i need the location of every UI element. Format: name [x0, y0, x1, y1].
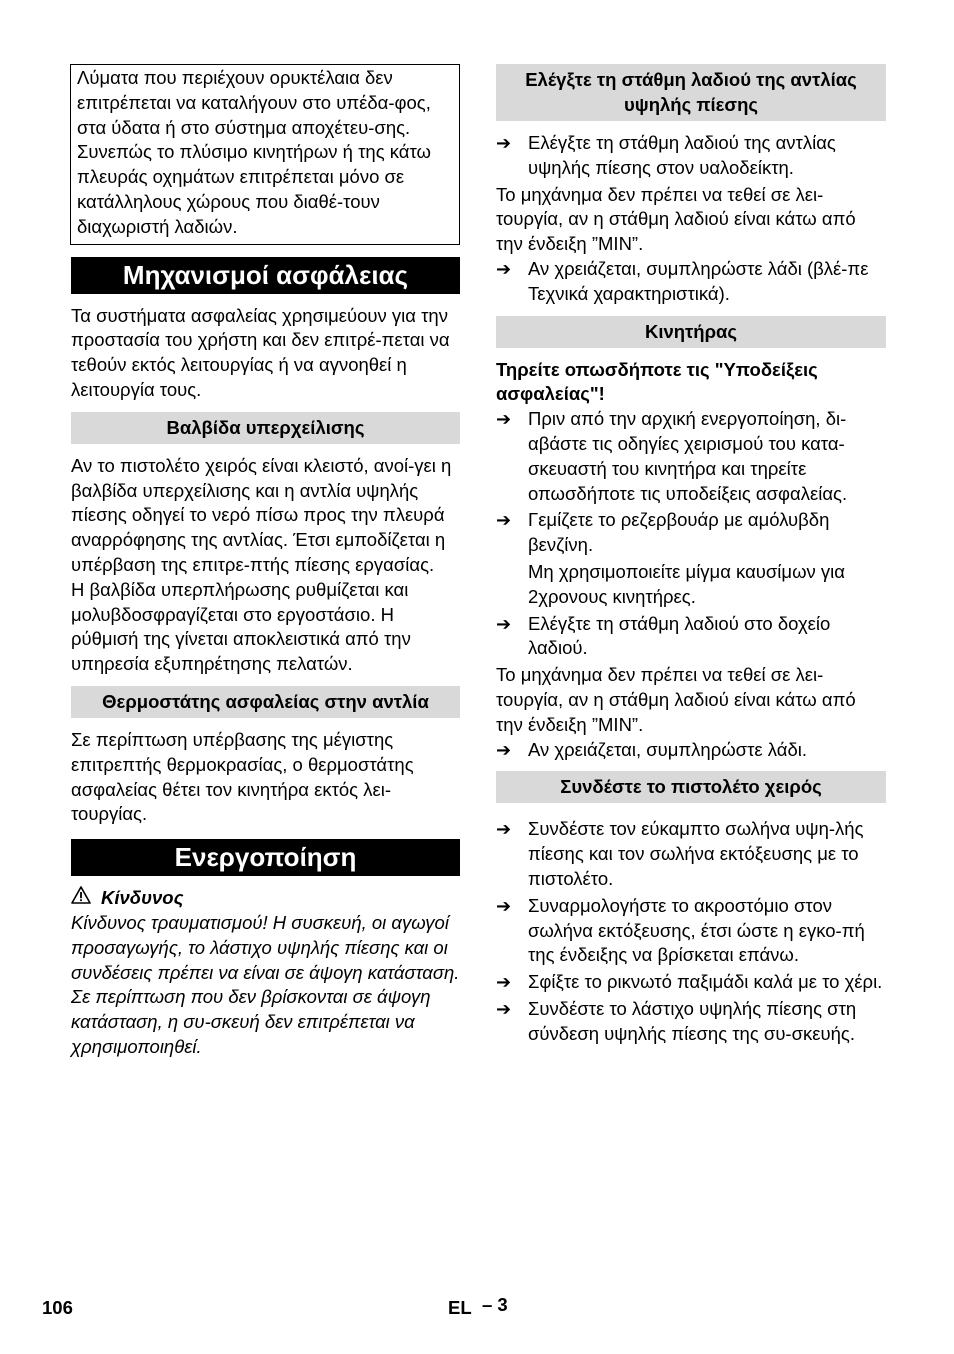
step-text: Συναρμολογήστε το ακροστόμιο στον σωλήνα εκτόξευσης, έτσι ώστε η εγκο-πή της ένδειξης να βρίσκεται επάνω. [528, 894, 865, 966]
step-top-up-oil [496, 257, 886, 307]
engine-safety-note: Τηρείτε οπωσδήποτε τις "Υποδείξεις ασφαλείας"! [496, 358, 818, 405]
arrow-bullet-icon: ➔ [496, 409, 512, 430]
step-fill-tank [496, 508, 886, 558]
subheading-check-oil-pump: Ελέγξτε τη στάθμη λαδιού της αντλίας υψηλής πίεσης [496, 64, 886, 121]
left-column [71, 64, 460, 1060]
step-text: Αν χρειάζεται, συμπληρώστε λάδι. [528, 738, 808, 760]
subheading-overflow-valve: Βαλβίδα υπερχείλισης [71, 412, 460, 444]
step-text: Ελέγξτε τη στάθμη λαδιού της αντλίας υψηλής πίεσης στον υαλοδείκτη. [528, 132, 836, 178]
danger-label [71, 886, 460, 911]
step-top-up-engine-oil [496, 738, 886, 763]
step-check-oil-sight-glass [496, 131, 886, 181]
step-text: Γεμίζετε το ρεζερβουάρ με αμόλυβδη βενζίνη. [528, 509, 830, 556]
arrow-bullet-icon: ➔ [496, 972, 512, 993]
section-number: – 3 [482, 1294, 508, 1315]
arrow-bullet-icon: ➔ [496, 258, 512, 279]
subheading-connect-gun: Συνδέστε το πιστολέτο χειρός [496, 771, 886, 803]
step-text: Πριν από την αρχική ενεργοποίηση, δι-αβάστε τις οδηγίες χειρισμού του κατα-σκευαστή του κινητήρα και τηρείτε οπωσδήποτε τις υποδείξεις ασφαλείας. [528, 408, 848, 504]
section-heading-safety: Μηχανισμοί ασφάλειας [71, 257, 460, 294]
thermostat-paragraph: Σε περίπτωση υπέρβασης της μέγιστης επιτρεπτής θερμοκρασίας, ο θερμοστάτης ασφαλείας θέτει τον κινητήρα εκτός λει-τουργίας. [71, 728, 414, 825]
step-text: Αν χρειάζεται, συμπληρώστε λάδι (βλέ-πε Τεχνικά χαρακτηριστικά). [528, 257, 869, 304]
section-heading-start-up: Ενεργοποίηση [71, 839, 460, 876]
step-connect-hose [496, 817, 886, 891]
step-check-oil-tank [496, 612, 886, 662]
page-number: 106 [42, 1297, 73, 1318]
step-tighten-nut [496, 970, 886, 995]
arrow-bullet-icon: ➔ [496, 998, 512, 1019]
danger-label-text: Κίνδυνος [101, 887, 184, 909]
step-text: Ελέγξτε τη στάθμη λαδιού στο δοχείο λαδιού. [528, 612, 831, 659]
arrow-bullet-icon: ➔ [496, 510, 512, 531]
arrow-bullet-icon: ➔ [496, 133, 512, 153]
step-text: Συνδέστε τον εύκαμπτο σωλήνα υψη-λής πίεσης και τον σωλήνα εκτόξευσης με το πιστολέτο. [528, 818, 864, 889]
fuel-mix-note: Μη χρησιμοποιείτε μίγμα καυσίμων για 2χρονους κινητήρες. [528, 560, 845, 607]
valve-paragraph-1: Αν το πιστολέτο χειρός είναι κλειστό, ανοί-γει η βαλβίδα υπερχείλισης και η αντλία υψηλής πίεσης οδηγεί το νερό πίσω προς την πλευρά αναρρόφησης της αντλίας. Έτσι εμποδίζεται η υπέρβαση της επιτρε-πτής πίεσης εργασίας. [71, 454, 452, 575]
subheading-engine: Κινητήρας [496, 316, 886, 348]
language-code: EL [448, 1297, 472, 1318]
right-column [496, 64, 886, 1049]
step-connect-high-pressure [496, 997, 886, 1047]
step-text: Συνδέστε το λάστιχο υψηλής πίεσης στη σύνδεση υψηλής πίεσης της συ-σκευής. [528, 997, 857, 1044]
oil-disposal-notice [70, 64, 460, 245]
arrow-bullet-icon: ➔ [496, 819, 512, 840]
oil-min-paragraph: Το μηχάνημα δεν πρέπει να τεθεί σε λει-τουργία, αν η στάθμη λαδιού είναι κάτω από την ένδειξη ”MIN”. [496, 183, 856, 255]
engine-min-paragraph: Το μηχάνημα δεν πρέπει να τεθεί σε λει-τουργία, αν η στάθμη λαδιού είναι κάτω από την ένδειξη ”MIN”. [496, 664, 856, 735]
subheading-thermostat: Θερμοστάτης ασφαλείας στην αντλία [71, 686, 460, 718]
warning-triangle-icon [71, 886, 93, 911]
step-mount-nozzle [496, 894, 886, 968]
notice-text: Λύματα που περιέχουν ορυκτέλαια δεν επιτρέπεται να καταλήγουν στο υπέδα-φος, στα ύδατα ή στο σύστημα αποχέτευ-σης. Συνεπώς το πλύσιμο κινητήρων ή της κάτω πλευράς οχημάτων επιτρέπεται μόνο σε κατάλληλους χώρους που διαθέ-τουν διαχωριστή λαδιών. [77, 67, 431, 237]
arrow-bullet-icon: ➔ [496, 739, 512, 760]
step-read-manual [496, 407, 886, 506]
step-text: Σφίξτε το ρικνωτό παξιμάδι καλά με το χέρι. [528, 971, 883, 993]
arrow-bullet-icon: ➔ [496, 613, 512, 634]
safety-paragraph: Τα συστήματα ασφαλείας χρησιμεύουν για την προστασία του χρήστη και δεν επιτρέ-πεται να τεθούν εκτός λειτουργίας ή να αγνοηθεί η λειτουργία τους. [71, 304, 450, 400]
danger-paragraph: Κίνδυνος τραυματισμού! Η συσκευή, οι αγωγοί προσαγωγής, το λάστιχο υψηλής πίεσης και οι συνδέσεις πρέπει να είναι σε άψογη κατάσταση. Σε περίπτωση που δεν βρίσκονται σε άψογη κατάσταση, η συ-σκευή δεν επιτρέπεται να χρησιμοποιηθεί. [71, 911, 460, 1057]
arrow-bullet-icon: ➔ [496, 895, 512, 916]
valve-paragraph-2: Η βαλβίδα υπερπλήρωσης ρυθμίζεται και μολυβδοσφραγίζεται στο εργοστάσιο. Η ρύθμισή της γίνεται αποκλειστικά από την υπηρεσία εξυπηρέτησης πελατών. [71, 578, 411, 675]
